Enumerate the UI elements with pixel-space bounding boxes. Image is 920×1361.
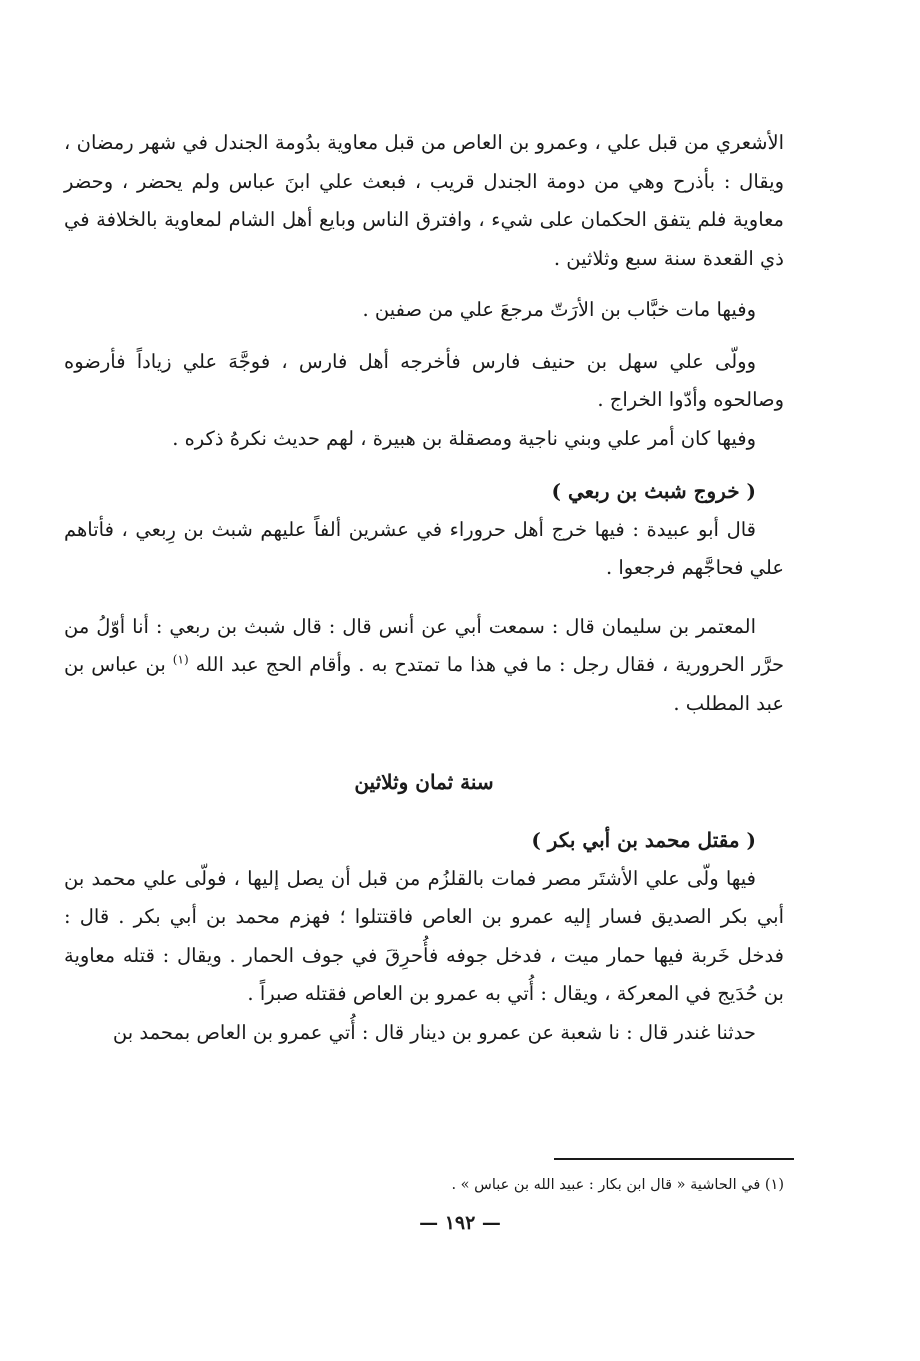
heading-shabath: ( خروج شبث بن ربعي )	[551, 479, 756, 503]
paragraph-sahl: وولّى علي سهل بن حنيف فارس فأخرجه أهل فارس ، فوجَّهَ علي زياداً فأرضوه وصالحوه وأدّوا الخراج .	[64, 349, 784, 411]
paragraph-ghundar: حدثنا غندر قال : نا شعبة عن عمرو بن دينار قال : أُتي عمرو بن العاص بمحمد بن	[112, 1020, 756, 1044]
year-heading: سنة ثمان وثلاثين	[354, 770, 494, 794]
paragraph-ashtar: فيها ولّى علي الأشتَر مصر فمات بالقلزُم من قبل أن يصل إليها ، فولّى علي محمد بن أبي بكر الصديق فسار إليه عمرو بن العاص فاقتتلوا ؛ فهزم محمد بن أبي بكر . قال : فدخل خَربة فيها حمار ميت ، فدخل جوفه فأُحرِقَ في جوف الحمار . ويقال : قتله معاوية بن حُدَيج في المعركة ، ويقال : أُتي به عمرو بن العاص فقتله صبراً .	[64, 866, 784, 1005]
page-number: — ١٩٢ —	[419, 1212, 501, 1234]
paragraph-khabbab: وفيها مات خبَّاب بن الأرَتّ مرجعَ علي من صفين .	[362, 298, 756, 321]
heading-muhammad: ( مقتل محمد بن أبي بكر )	[531, 828, 756, 852]
paragraph-mutamir	[64, 608, 784, 724]
paragraph-harura: قال أبو عبيدة : فيها خرج أهل حروراء في عشرين ألفاً عليهم شبث بن رِبعي ، فأتاهم علي فحاجَّهم فرجعوا .	[64, 517, 784, 579]
paragraph-mutamir-text: المعتمر بن سليمان قال : سمعت أبي عن أنس قال : قال شبث بن ربعي : أنا أوّلُ من حرَّر الحرورية ، فقال رجل : ما في هذا ما تمتدح به . وأقام الحج عبد الله	[64, 614, 785, 676]
paragraph-najiya: وفيها كان أمر علي وبني ناجية ومصقلة بن هبيرة ، لهم حديث نكرهُ ذكره .	[172, 426, 756, 450]
paragraph-arbitration: الأشعري من قبل علي ، وعمرو بن العاص من قبل معاوية بدُومة الجندل في شهر رمضان ، ويقال : بأذرح وهي من دومة الجندل قريب ، فبعث علي ابنَ عباس ولم يحضر ، وحضر معاوية فلم يتفق الحكمان على شيء ، وافترق الناس وبايع أهل الشام لمعاوية بالخلافة في ذي القعدة سنة سبع وثلاثين .	[64, 131, 784, 270]
footnote-marker: (١)	[172, 652, 189, 667]
footnote-separator	[554, 1158, 794, 1160]
paragraph-mutamir-end: بن عباس بن عبد المطلب .	[64, 653, 784, 715]
main-text	[64, 124, 784, 1052]
footnote: (١) في الحاشية « قال ابن بكار : عبيد الله بن عباس » .	[451, 1177, 784, 1193]
